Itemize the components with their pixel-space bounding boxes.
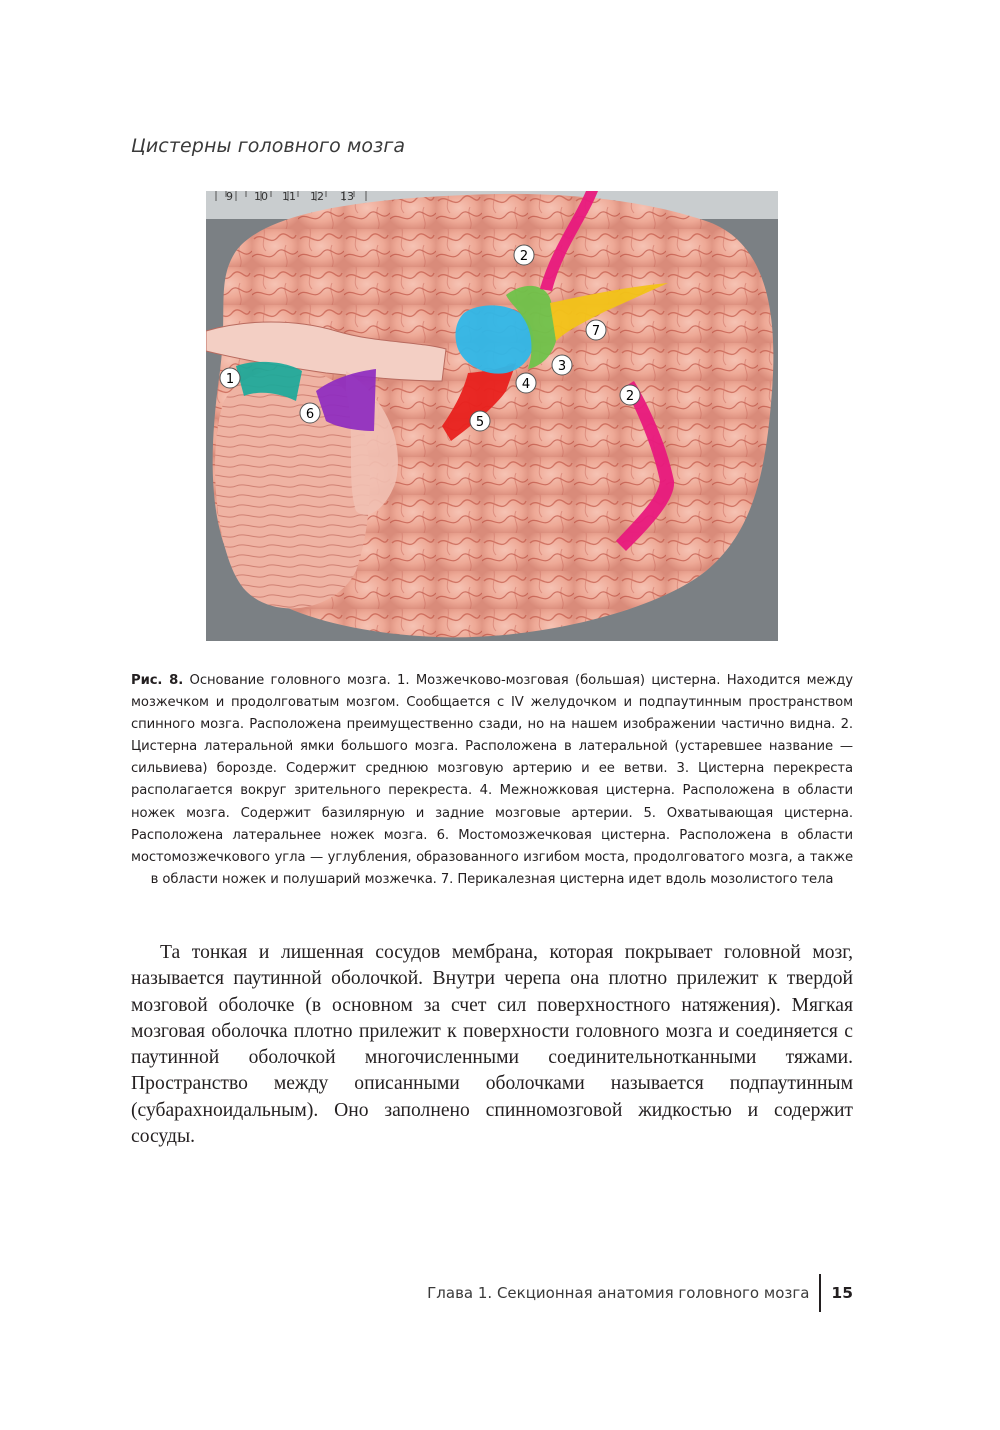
label-4: 4	[521, 377, 531, 392]
ruler-number: 11	[282, 191, 296, 203]
page-number: 15	[831, 1284, 853, 1302]
ruler-number: 13	[340, 191, 354, 203]
caption-text: Основание головного мозга. 1. Мозжечково-мозговая (большая) цистерна. Находится между мозжечком и продолговатым мозгом. Сообщается с IV желудочком и подпаутинным пространством спинного мозга. Расположена преимущественно сзади, но на нашем изображении частично видна. 2. Цистерна латеральной ямки большого мозга. Расположена в латеральной (устаревшее название — сильвиева) борозде. Содержит среднюю мозговую артерию и ее ветви. 3. Цистерна перекреста располагается вокруг зрительного перекреста. 4. Межножковая цистерна. Расположена в области ножек мозга. Содержит базилярную и задние мозговые артерии. 5. Охватывающая цистерна. Расположена латеральнее ножек мозга. 6. Мостомозжечковая цистерна. Расположена в области мостомозжечкового угла — углубления, образованного изгибом моста, продолговатого мозга, а также в области ножек и полушарий мозжечка. 7. Перикалезная цистерна идет вдоль мозолистого тела	[131, 673, 853, 887]
caption-label: Рис. 8.	[131, 673, 184, 688]
label-7: 7	[591, 324, 601, 339]
label-3: 3	[557, 359, 567, 374]
running-head: Цистерны головного мозга	[131, 135, 406, 157]
ruler-number: 10	[254, 191, 268, 203]
page-footer	[427, 1276, 853, 1310]
body-paragraph: Та тонкая и лишенная сосудов мембрана, которая покрывает головной мозг, называется паутинной оболочкой. Внутри черепа она плотно прилежит к твердой мозговой оболочке (в основном за счет сил поверхностного натяжения). Мягкая мозговая оболочка плотно прилежит к поверхности головного мозга и соединяется с паутинной оболочкой многочисленными соединительнотканными тяжами. Пространство между описанными оболочками называется подпаутинным (субарахноидальным). Оно заполнено спинномозговой жидкостью и содержит сосуды.	[131, 942, 853, 1148]
label-2-upper: 2	[519, 249, 529, 264]
ruler-number: 9	[226, 191, 233, 203]
ruler-number: 12	[310, 191, 324, 203]
figure-caption	[131, 670, 853, 891]
chapter-title: Глава 1. Секционная анатомия головного мозга	[427, 1284, 810, 1302]
label-1: 1	[225, 372, 235, 387]
footer-divider	[819, 1274, 821, 1312]
label-6: 6	[305, 407, 315, 422]
label-2-lower: 2	[625, 389, 635, 404]
label-5: 5	[475, 415, 485, 430]
brain-base-photo	[206, 191, 778, 641]
